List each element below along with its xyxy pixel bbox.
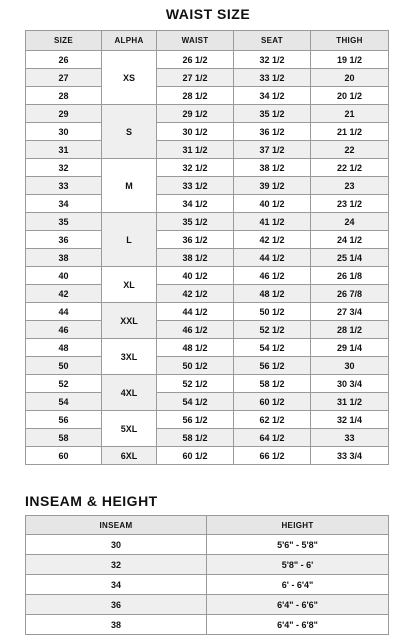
inseam-cell: 36 bbox=[26, 595, 207, 615]
seat-cell: 50 1/2 bbox=[234, 303, 311, 321]
height-cell: 6'4" - 6'6" bbox=[207, 595, 389, 615]
header-alpha: ALPHA bbox=[102, 31, 157, 51]
thigh-cell: 31 1/2 bbox=[311, 393, 389, 411]
table-row bbox=[26, 339, 389, 357]
size-cell: 60 bbox=[26, 447, 102, 465]
table-row bbox=[26, 575, 389, 595]
header-size: SIZE bbox=[26, 31, 102, 51]
seat-cell: 42 1/2 bbox=[234, 231, 311, 249]
seat-cell: 48 1/2 bbox=[234, 285, 311, 303]
size-cell: 26 bbox=[26, 51, 102, 69]
waist-cell: 27 1/2 bbox=[157, 69, 234, 87]
seat-cell: 32 1/2 bbox=[234, 51, 311, 69]
size-cell: 42 bbox=[26, 285, 102, 303]
waist-cell: 44 1/2 bbox=[157, 303, 234, 321]
seat-cell: 44 1/2 bbox=[234, 249, 311, 267]
inseam-cell: 32 bbox=[26, 555, 207, 575]
thigh-cell: 32 1/4 bbox=[311, 411, 389, 429]
waist-cell: 52 1/2 bbox=[157, 375, 234, 393]
inseam-height-table bbox=[25, 515, 389, 635]
thigh-cell: 22 bbox=[311, 141, 389, 159]
alpha-cell: 5XL bbox=[102, 411, 157, 447]
size-cell: 52 bbox=[26, 375, 102, 393]
table-row bbox=[26, 447, 389, 465]
size-cell: 48 bbox=[26, 339, 102, 357]
header-waist: WAIST bbox=[157, 31, 234, 51]
table-row bbox=[26, 69, 389, 87]
height-cell: 5'6" - 5'8" bbox=[207, 535, 389, 555]
table-row bbox=[26, 159, 389, 177]
waist-table-body bbox=[26, 51, 389, 465]
table-row bbox=[26, 213, 389, 231]
thigh-cell: 21 1/2 bbox=[311, 123, 389, 141]
thigh-cell: 25 1/4 bbox=[311, 249, 389, 267]
header-height: HEIGHT bbox=[207, 516, 389, 535]
table-row bbox=[26, 321, 389, 339]
waist-cell: 29 1/2 bbox=[157, 105, 234, 123]
thigh-cell: 24 1/2 bbox=[311, 231, 389, 249]
waist-cell: 28 1/2 bbox=[157, 87, 234, 105]
size-cell: 34 bbox=[26, 195, 102, 213]
thigh-cell: 24 bbox=[311, 213, 389, 231]
seat-cell: 38 1/2 bbox=[234, 159, 311, 177]
table-row bbox=[26, 429, 389, 447]
size-cell: 30 bbox=[26, 123, 102, 141]
thigh-cell: 30 3/4 bbox=[311, 375, 389, 393]
inseam-table-body bbox=[26, 535, 389, 635]
header-inseam: INSEAM bbox=[26, 516, 207, 535]
size-cell: 58 bbox=[26, 429, 102, 447]
table-row bbox=[26, 51, 389, 69]
table-row bbox=[26, 267, 389, 285]
seat-cell: 64 1/2 bbox=[234, 429, 311, 447]
table-row bbox=[26, 231, 389, 249]
table-row bbox=[26, 555, 389, 575]
inseam-cell: 34 bbox=[26, 575, 207, 595]
waist-cell: 35 1/2 bbox=[157, 213, 234, 231]
waist-cell: 32 1/2 bbox=[157, 159, 234, 177]
table-row bbox=[26, 595, 389, 615]
height-cell: 6'4" - 6'8" bbox=[207, 615, 389, 635]
inseam-height-title: INSEAM & HEIGHT bbox=[25, 493, 158, 509]
seat-cell: 60 1/2 bbox=[234, 393, 311, 411]
thigh-cell: 23 1/2 bbox=[311, 195, 389, 213]
seat-cell: 54 1/2 bbox=[234, 339, 311, 357]
waist-cell: 54 1/2 bbox=[157, 393, 234, 411]
size-cell: 32 bbox=[26, 159, 102, 177]
seat-cell: 40 1/2 bbox=[234, 195, 311, 213]
table-row bbox=[26, 303, 389, 321]
inseam-cell: 30 bbox=[26, 535, 207, 555]
waist-cell: 42 1/2 bbox=[157, 285, 234, 303]
height-cell: 5'8" - 6' bbox=[207, 555, 389, 575]
alpha-cell: XS bbox=[102, 51, 157, 105]
thigh-cell: 23 bbox=[311, 177, 389, 195]
table-row bbox=[26, 87, 389, 105]
alpha-cell: 6XL bbox=[102, 447, 157, 465]
size-cell: 54 bbox=[26, 393, 102, 411]
size-cell: 50 bbox=[26, 357, 102, 375]
waist-cell: 46 1/2 bbox=[157, 321, 234, 339]
waist-cell: 36 1/2 bbox=[157, 231, 234, 249]
size-cell: 28 bbox=[26, 87, 102, 105]
size-cell: 36 bbox=[26, 231, 102, 249]
thigh-cell: 33 3/4 bbox=[311, 447, 389, 465]
size-cell: 31 bbox=[26, 141, 102, 159]
alpha-cell: 3XL bbox=[102, 339, 157, 375]
waist-cell: 34 1/2 bbox=[157, 195, 234, 213]
thigh-cell: 22 1/2 bbox=[311, 159, 389, 177]
seat-cell: 39 1/2 bbox=[234, 177, 311, 195]
table-row bbox=[26, 375, 389, 393]
header-seat: SEAT bbox=[234, 31, 311, 51]
alpha-cell: S bbox=[102, 105, 157, 159]
table-row bbox=[26, 285, 389, 303]
table-row bbox=[26, 105, 389, 123]
seat-cell: 37 1/2 bbox=[234, 141, 311, 159]
thigh-cell: 26 7/8 bbox=[311, 285, 389, 303]
size-cell: 40 bbox=[26, 267, 102, 285]
table-row bbox=[26, 411, 389, 429]
size-cell: 46 bbox=[26, 321, 102, 339]
table-row bbox=[26, 249, 389, 267]
waist-size-title: WAIST SIZE bbox=[165, 6, 251, 22]
waist-cell: 30 1/2 bbox=[157, 123, 234, 141]
inseam-cell: 38 bbox=[26, 615, 207, 635]
inseam-header-row bbox=[26, 516, 389, 535]
thigh-cell: 29 1/4 bbox=[311, 339, 389, 357]
thigh-cell: 19 1/2 bbox=[311, 51, 389, 69]
waist-size-table bbox=[25, 30, 389, 465]
waist-cell: 40 1/2 bbox=[157, 267, 234, 285]
thigh-cell: 28 1/2 bbox=[311, 321, 389, 339]
alpha-cell: M bbox=[102, 159, 157, 213]
seat-cell: 66 1/2 bbox=[234, 447, 311, 465]
seat-cell: 58 1/2 bbox=[234, 375, 311, 393]
alpha-cell: XXL bbox=[102, 303, 157, 339]
seat-cell: 33 1/2 bbox=[234, 69, 311, 87]
size-cell: 29 bbox=[26, 105, 102, 123]
alpha-cell: XL bbox=[102, 267, 157, 303]
seat-cell: 62 1/2 bbox=[234, 411, 311, 429]
size-cell: 38 bbox=[26, 249, 102, 267]
thigh-cell: 27 3/4 bbox=[311, 303, 389, 321]
waist-cell: 48 1/2 bbox=[157, 339, 234, 357]
table-row bbox=[26, 535, 389, 555]
alpha-cell: L bbox=[102, 213, 157, 267]
thigh-cell: 20 1/2 bbox=[311, 87, 389, 105]
seat-cell: 34 1/2 bbox=[234, 87, 311, 105]
seat-cell: 35 1/2 bbox=[234, 105, 311, 123]
table-row bbox=[26, 393, 389, 411]
thigh-cell: 30 bbox=[311, 357, 389, 375]
size-cell: 33 bbox=[26, 177, 102, 195]
waist-cell: 58 1/2 bbox=[157, 429, 234, 447]
seat-cell: 52 1/2 bbox=[234, 321, 311, 339]
seat-cell: 41 1/2 bbox=[234, 213, 311, 231]
waist-cell: 38 1/2 bbox=[157, 249, 234, 267]
size-cell: 35 bbox=[26, 213, 102, 231]
table-row bbox=[26, 195, 389, 213]
alpha-cell: 4XL bbox=[102, 375, 157, 411]
size-cell: 44 bbox=[26, 303, 102, 321]
size-cell: 27 bbox=[26, 69, 102, 87]
table-row bbox=[26, 615, 389, 635]
header-thigh: THIGH bbox=[311, 31, 389, 51]
waist-cell: 50 1/2 bbox=[157, 357, 234, 375]
thigh-cell: 26 1/8 bbox=[311, 267, 389, 285]
table-row bbox=[26, 357, 389, 375]
thigh-cell: 21 bbox=[311, 105, 389, 123]
waist-cell: 26 1/2 bbox=[157, 51, 234, 69]
waist-cell: 33 1/2 bbox=[157, 177, 234, 195]
height-cell: 6' - 6'4" bbox=[207, 575, 389, 595]
size-cell: 56 bbox=[26, 411, 102, 429]
seat-cell: 46 1/2 bbox=[234, 267, 311, 285]
waist-cell: 60 1/2 bbox=[157, 447, 234, 465]
thigh-cell: 33 bbox=[311, 429, 389, 447]
waist-header-row bbox=[26, 31, 389, 51]
table-row bbox=[26, 123, 389, 141]
seat-cell: 56 1/2 bbox=[234, 357, 311, 375]
table-row bbox=[26, 141, 389, 159]
waist-cell: 56 1/2 bbox=[157, 411, 234, 429]
waist-cell: 31 1/2 bbox=[157, 141, 234, 159]
thigh-cell: 20 bbox=[311, 69, 389, 87]
table-row bbox=[26, 177, 389, 195]
seat-cell: 36 1/2 bbox=[234, 123, 311, 141]
